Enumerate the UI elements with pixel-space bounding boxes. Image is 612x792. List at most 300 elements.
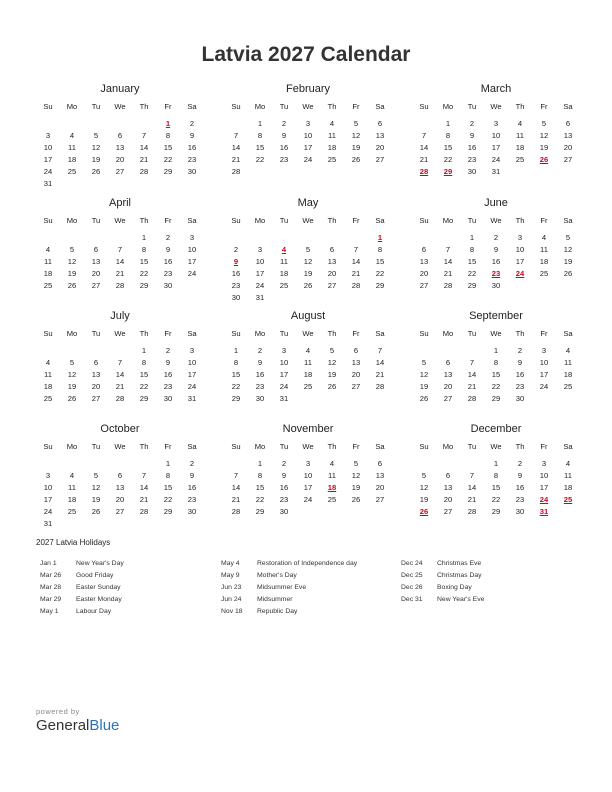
day: 6 [445,471,451,480]
month-name: May [297,197,319,209]
day: 6 [377,119,383,128]
holiday-date: Mar 28 [40,584,62,591]
day: 8 [141,358,147,367]
day: 3 [257,245,263,254]
day: 14 [443,257,453,266]
day: 6 [117,471,123,480]
weekday-label: Tu [91,102,101,111]
day: 31 [255,293,265,302]
day: 2 [469,119,475,128]
day: 17 [539,370,549,379]
empty-cell [224,458,248,470]
day: 27 [419,281,429,290]
day: 7 [421,131,427,140]
day: 2 [165,233,171,242]
day: 15 [375,257,385,266]
weekday-label: Sa [187,102,197,111]
day: 25 [67,507,77,516]
day: 25 [303,382,313,391]
weekday-label: Tu [91,442,101,451]
weekday-label: Fr [164,442,172,451]
empty-cell [412,458,436,470]
holiday-row [40,570,124,582]
day: 20 [115,155,125,164]
day: 17 [515,257,525,266]
holiday-name: New Year's Eve [437,596,485,603]
weekday-label: Sa [375,329,385,338]
day: 4 [69,131,75,140]
empty-cell [108,345,132,357]
day: 7 [445,245,451,254]
day: 23 [467,155,477,164]
holiday-date: Jun 23 [221,584,242,591]
day: 12 [303,257,313,266]
day: 22 [467,269,477,278]
empty-cell [320,232,344,244]
day: 16 [467,143,477,152]
day: 20 [327,269,337,278]
day: 18 [43,382,53,391]
day: 2 [189,459,195,468]
day: 17 [187,257,197,266]
holiday-row [401,558,484,570]
empty-cell [436,232,460,244]
holiday-row [221,570,357,582]
day: 28 [139,507,149,516]
month-name: January [100,83,140,95]
holiday-name: Christmas Day [437,572,482,579]
day: 22 [139,382,149,391]
day: 30 [515,394,525,403]
day: 12 [351,131,361,140]
month-september [412,309,580,405]
day: 30 [515,507,525,516]
day: 29 [375,281,385,290]
day: 16 [187,143,197,152]
day: 25 [327,155,337,164]
day: 20 [443,495,453,504]
day: 24 [539,382,549,391]
day: 16 [491,257,501,266]
weekday-label: Th [139,442,149,451]
day: 24 [303,155,313,164]
brand-blue: Blue [89,717,120,734]
day: 5 [69,245,75,254]
day: 22 [491,495,501,504]
holiday-day: 18 [327,483,337,492]
holiday-name: Restoration of Independence day [257,560,358,567]
holiday-name: Easter Monday [76,596,122,603]
holiday-row [40,606,124,618]
empty-cell [84,118,108,130]
weekday-label: Sa [563,329,573,338]
day: 25 [43,394,53,403]
empty-cell [36,458,60,470]
day: 31 [491,167,501,176]
month-days-grid [36,441,204,530]
day: 6 [353,346,359,355]
day: 11 [44,370,52,379]
powered-by-text: powered by [36,707,80,716]
day: 15 [467,257,477,266]
day: 30 [279,507,289,516]
day: 25 [515,155,525,164]
day: 4 [541,233,547,242]
day: 9 [189,131,195,140]
day: 19 [563,257,573,266]
day: 17 [539,483,549,492]
weekday-label: Fr [540,329,548,338]
day: 4 [565,459,571,468]
day: 25 [539,269,549,278]
day: 12 [327,358,337,367]
day: 10 [187,245,197,254]
holiday-date: May 1 [40,608,59,615]
day: 4 [69,471,75,480]
weekday-label: Tu [467,102,477,111]
weekday-label: Tu [279,442,289,451]
day: 8 [257,131,263,140]
day: 19 [419,382,429,391]
day: 12 [91,143,101,152]
weekday-label: Th [515,329,525,338]
day: 23 [163,382,173,391]
day: 21 [467,495,477,504]
holiday-date: Dec 31 [401,596,423,603]
day: 11 [328,131,336,140]
day: 28 [443,281,453,290]
day: 15 [231,370,241,379]
day: 26 [351,155,361,164]
day: 11 [328,471,336,480]
day: 16 [187,483,197,492]
day: 1 [257,459,263,468]
day: 19 [351,143,361,152]
holiday-day: 26 [539,155,549,164]
holidays-column [40,558,124,618]
day: 16 [279,483,289,492]
day: 27 [443,394,453,403]
empty-cell [460,345,484,357]
day: 29 [491,394,501,403]
day: 23 [279,155,289,164]
day: 10 [539,471,549,480]
day: 28 [467,394,477,403]
day: 5 [421,471,427,480]
weekday-label: Fr [164,216,172,225]
weekday-label: Fr [352,329,360,338]
day: 25 [327,495,337,504]
day: 17 [43,155,53,164]
day: 30 [187,507,197,516]
day: 30 [255,394,265,403]
day: 11 [540,245,548,254]
brand-general: General [36,717,90,734]
weekday-label: Su [419,442,429,451]
weekday-label: Mo [66,102,78,111]
day: 13 [443,370,453,379]
day: 8 [377,245,383,254]
day: 16 [255,370,265,379]
weekday-label: Mo [254,102,266,111]
day: 21 [139,495,149,504]
month-january [36,82,204,190]
day: 18 [43,269,53,278]
month-days-grid [36,215,204,292]
empty-cell [436,345,460,357]
day: 28 [375,382,385,391]
day: 16 [279,143,289,152]
day: 28 [115,394,125,403]
weekday-label: Su [43,102,53,111]
day: 31 [279,394,289,403]
empty-cell [412,118,436,130]
day: 1 [233,346,239,355]
day: 13 [351,358,361,367]
day: 21 [443,269,453,278]
day: 6 [377,459,383,468]
day: 9 [257,358,263,367]
holiday-date: Dec 25 [401,572,423,579]
day: 31 [43,179,53,188]
holidays-column [401,558,484,606]
day: 6 [445,358,451,367]
day: 23 [187,495,197,504]
holiday-name: Midsummer [257,596,293,603]
day: 14 [115,257,125,266]
holiday-row [401,582,484,594]
day: 21 [419,155,429,164]
weekday-label: Th [139,102,149,111]
day: 19 [303,269,313,278]
day: 15 [491,370,501,379]
day: 4 [517,119,523,128]
day: 17 [491,143,501,152]
day: 2 [493,233,499,242]
day: 26 [67,281,77,290]
holiday-day: 31 [539,507,549,516]
day: 19 [67,382,77,391]
holiday-name: Good Friday [76,572,114,579]
weekday-label: We [302,216,314,225]
day: 30 [163,281,173,290]
day: 12 [67,370,77,379]
day: 27 [115,167,125,176]
holiday-name: Midsummer Eve [257,584,307,591]
holiday-date: May 4 [221,560,240,567]
day: 9 [189,471,195,480]
day: 5 [69,358,75,367]
day: 24 [43,167,53,176]
day: 5 [329,346,335,355]
day: 12 [419,483,429,492]
month-june [412,196,580,292]
day: 26 [91,167,101,176]
empty-cell [132,458,156,470]
day: 4 [305,346,311,355]
day: 10 [515,245,525,254]
holiday-name: Easter Sunday [76,584,121,591]
day: 13 [375,131,385,140]
day: 6 [93,245,99,254]
day: 22 [255,155,265,164]
weekday-label: Sa [187,442,197,451]
day: 10 [43,143,53,152]
empty-cell [84,345,108,357]
month-days-grid [224,328,392,405]
day: 27 [327,281,337,290]
day: 8 [493,358,499,367]
day: 26 [351,495,361,504]
day: 7 [469,358,475,367]
day: 23 [163,269,173,278]
day: 3 [305,459,311,468]
day: 27 [443,507,453,516]
day: 3 [189,346,195,355]
day: 7 [117,358,123,367]
holiday-row [401,594,484,606]
weekday-label: We [114,102,126,111]
day: 19 [91,495,101,504]
day: 1 [445,119,451,128]
weekday-label: Tu [467,216,477,225]
day: 19 [539,143,549,152]
weekday-label: Su [43,442,53,451]
empty-cell [436,458,460,470]
day: 30 [187,167,197,176]
day: 10 [255,257,265,266]
month-april [36,196,204,292]
day: 14 [467,483,477,492]
day: 1 [493,346,499,355]
empty-cell [60,118,84,130]
day: 19 [419,495,429,504]
month-name: February [285,83,331,95]
day: 8 [165,471,171,480]
day: 2 [281,459,287,468]
holiday-name: Labour Day [76,608,112,615]
day: 6 [117,131,123,140]
generalblue-logo [36,707,119,734]
day: 25 [67,167,77,176]
day: 29 [255,507,265,516]
weekday-label: Tu [91,329,101,338]
day: 13 [443,483,453,492]
empty-cell [108,458,132,470]
day: 23 [255,382,265,391]
day: 19 [67,269,77,278]
day: 26 [327,382,337,391]
day: 29 [163,507,173,516]
day: 18 [563,370,573,379]
weekday-label: Mo [442,102,454,111]
day: 27 [91,394,101,403]
day: 22 [491,382,501,391]
weekday-label: Fr [540,216,548,225]
day: 9 [469,131,475,140]
month-days-grid [412,441,580,518]
day: 20 [115,495,125,504]
day: 8 [445,131,451,140]
weekday-label: We [114,329,126,338]
day: 12 [351,471,361,480]
day: 22 [375,269,385,278]
month-name: September [469,310,523,322]
day: 12 [539,131,549,140]
day: 20 [91,269,101,278]
day: 21 [467,382,477,391]
day: 26 [67,394,77,403]
day: 18 [327,143,337,152]
month-may [224,196,392,304]
empty-cell [296,232,320,244]
weekday-label: Fr [352,442,360,451]
day: 29 [139,394,149,403]
day: 15 [163,143,173,152]
month-december [412,422,580,518]
holiday-row [40,594,124,606]
day: 20 [443,382,453,391]
weekday-label: Mo [442,216,454,225]
month-july [36,309,204,405]
day: 10 [303,131,313,140]
weekday-label: Mo [66,329,78,338]
weekday-label: Mo [254,329,266,338]
day: 24 [255,281,265,290]
weekday-label: Tu [467,442,477,451]
day: 11 [564,471,572,480]
day: 3 [45,131,51,140]
page-title: Latvia 2027 Calendar [201,43,411,66]
day: 7 [141,471,147,480]
day: 25 [563,382,573,391]
day: 23 [515,382,525,391]
day: 5 [93,471,99,480]
day: 26 [91,507,101,516]
weekday-label: Sa [375,216,385,225]
month-days-grid [224,441,392,518]
day: 4 [45,245,51,254]
day: 14 [467,370,477,379]
weekday-label: Fr [164,102,172,111]
month-august [224,309,392,405]
day: 11 [68,483,76,492]
day: 25 [279,281,289,290]
weekday-label: Tu [279,102,289,111]
holiday-day: 29 [443,167,453,176]
day: 12 [563,245,573,254]
weekday-label: Th [327,102,337,111]
day: 13 [563,131,573,140]
empty-cell [108,118,132,130]
day: 11 [564,358,572,367]
day: 30 [467,167,477,176]
month-name: November [282,423,334,435]
holiday-date: Jan 1 [40,560,57,567]
day: 5 [353,119,359,128]
empty-cell [60,232,84,244]
holiday-row [40,582,124,594]
day: 16 [163,370,173,379]
day: 11 [280,257,288,266]
day: 21 [231,495,241,504]
day: 8 [257,471,263,480]
day: 5 [93,131,99,140]
weekday-label: Sa [375,102,385,111]
holiday-day: 4 [281,245,287,254]
day: 3 [541,459,547,468]
day: 3 [517,233,523,242]
